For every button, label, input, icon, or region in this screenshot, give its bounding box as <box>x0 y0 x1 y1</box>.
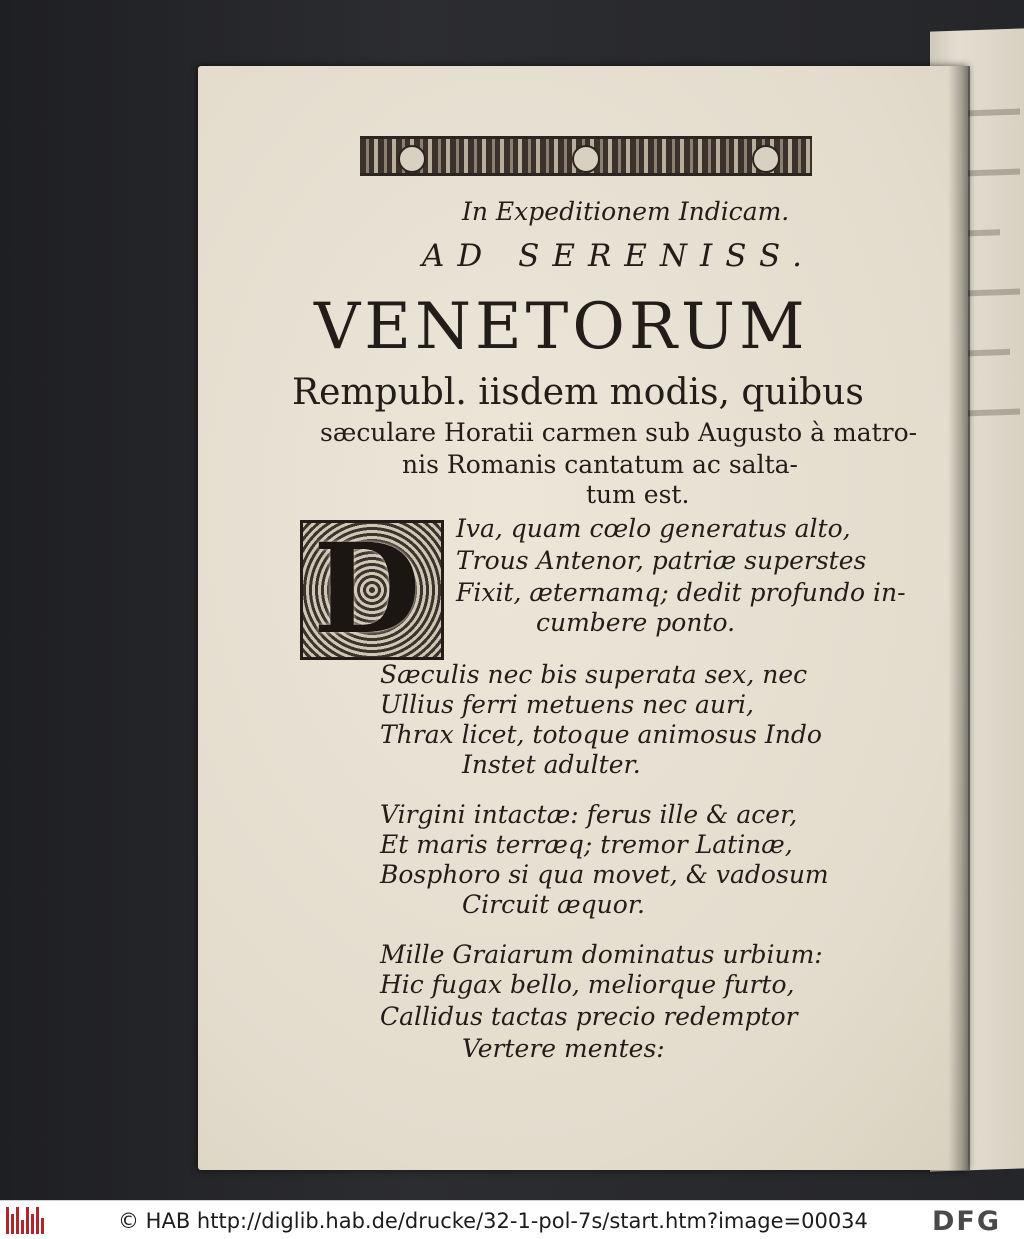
verse-line: Virgini intactæ: ferus ille & acer, <box>380 800 798 829</box>
dfg-logo[interactable]: DFG <box>932 1206 1002 1237</box>
verse-line: Callidus tactas precio redemptor <box>380 1002 798 1031</box>
hab-logo-icon[interactable] <box>6 1207 46 1234</box>
verse-line: Instet adulter. <box>462 750 641 779</box>
cherub-ornament-icon <box>398 145 426 173</box>
cherub-ornament-icon <box>572 145 600 173</box>
header-ornament <box>360 136 812 176</box>
verse-line: Ullius ferri metuens nec auri, <box>380 690 754 719</box>
verse-line: Sæculis nec bis superata sex, nec <box>380 660 808 689</box>
verse-line: Circuit æquor. <box>462 890 645 919</box>
copyright-link[interactable]: © HAB http://diglib.hab.de/drucke/32-1-pol-7s/start.htm?image=00034 <box>118 1209 868 1233</box>
title-line-3: sæculare Horatii carmen sub Augusto à matro- <box>320 418 918 447</box>
decorated-initial <box>300 517 444 662</box>
title-line-4: nis Romanis cantatum ac salta- <box>402 450 798 479</box>
verse-line: Trous Antenor, patriæ superstes <box>456 546 867 575</box>
title-line-5: tum est. <box>586 480 690 509</box>
title-caps: VENETORUM <box>314 290 809 364</box>
page-gutter-shadow <box>948 66 970 1170</box>
verse-line: Mille Graiarum dominatus urbium: <box>380 940 823 969</box>
verse-line: Hic fugax bello, meliorque furto, <box>380 970 795 999</box>
drop-cap-letter: D <box>313 517 421 662</box>
heading-spaced: AD SERENISS. <box>422 238 815 274</box>
heading-italic: In Expeditionem Indicam. <box>462 197 790 226</box>
viewer-footer <box>0 1200 1024 1239</box>
verse-line: Bosphoro si qua movet, & vadosum <box>380 860 829 889</box>
verse-line: Thrax licet, totoque animosus Indo <box>380 720 822 749</box>
verse-line: Et maris terræq; tremor Latinæ, <box>380 830 793 859</box>
title-line-2: Rempubl. iisdem modis, quibus <box>292 372 864 413</box>
verse-line: cumbere ponto. <box>536 608 736 637</box>
cherub-ornament-icon <box>752 145 780 173</box>
verse-line: Vertere mentes: <box>462 1034 665 1063</box>
verse-line: Iva, quam cœlo generatus alto, <box>456 514 851 543</box>
verse-line: Fixit, æternamq; dedit profundo in- <box>456 578 906 607</box>
